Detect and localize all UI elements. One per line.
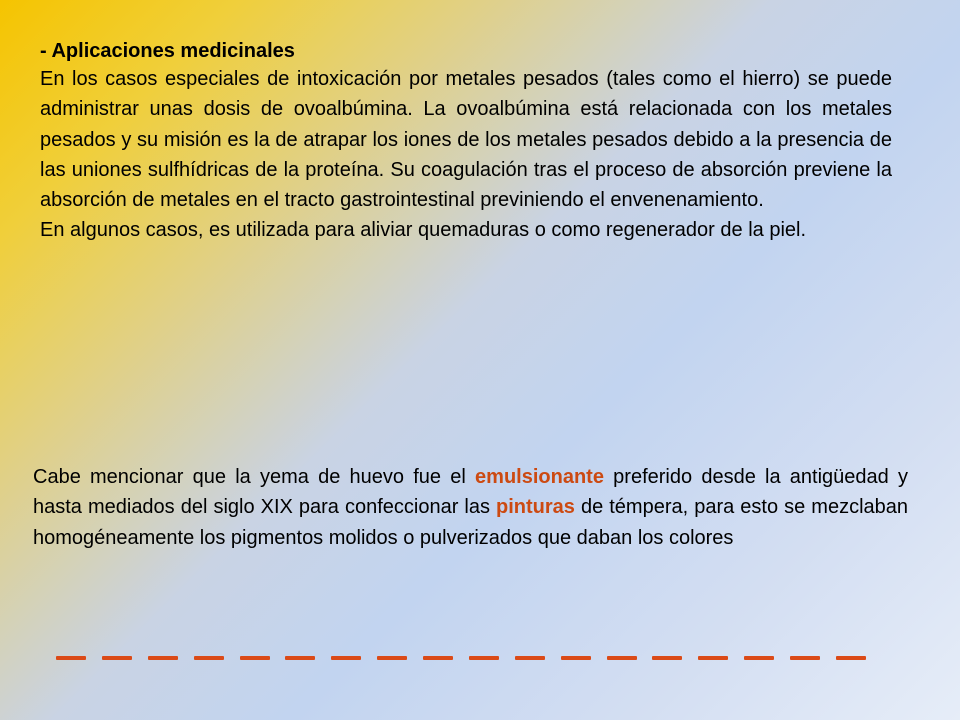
divider-dash xyxy=(331,656,361,660)
emulsionante-highlight: emulsionante xyxy=(475,466,604,488)
divider-dash xyxy=(240,656,270,660)
egg-yolk-note-text xyxy=(33,462,908,553)
medicinal-paragraph-2: En algunos casos, es utilizada para aliviar quemaduras o como regenerador de la piel. xyxy=(40,219,807,242)
divider-dash xyxy=(561,656,591,660)
note-text-start: Cabe mencionar que la yema de huevo fue el xyxy=(33,466,476,488)
medicinal-paragraph-1: En los casos especiales de intoxicación por metales pesados (tales como el hierro) se puede administrar unas dosis de ovoalbúmina. La ovoalbúmina está relacionada con los metales pesados y su misión es la de atrapar los iones de los metales pesados debido a la presencia de las uniones sulfhídricas de la proteína. Su coagulación tras el proceso de absorción previene la absorción de metales en el tracto gastrointestinal previniendo el envenenamiento. xyxy=(40,68,892,212)
egg-yolk-note xyxy=(33,462,908,553)
divider-dash xyxy=(423,656,453,660)
section-heading: - Aplicaciones medicinales xyxy=(40,40,295,62)
pinturas-highlight: pinturas xyxy=(496,496,575,519)
divider-dash xyxy=(56,656,86,660)
divider-dash xyxy=(515,656,545,660)
divider-dash xyxy=(607,656,637,660)
divider-dash xyxy=(790,656,820,660)
divider-dash xyxy=(698,656,728,660)
divider-dash xyxy=(836,656,866,660)
divider-dash xyxy=(744,656,774,660)
divider-dash xyxy=(652,656,682,660)
note-text-end: de témpera, para esto se mezclaban homogéneamente los pigmentos molidos o pulverizados que daban los colores xyxy=(33,496,909,549)
divider-dash xyxy=(194,656,224,660)
divider-dash xyxy=(102,656,132,660)
medicinal-applications-section xyxy=(40,38,892,246)
divider-dash xyxy=(469,656,499,660)
dashed-divider xyxy=(56,654,866,662)
note-text-middle: preferido desde la antigüedad y hasta mediados del siglo XIX para confeccionar las xyxy=(33,466,909,519)
divider-dash xyxy=(285,656,315,660)
divider-dash xyxy=(148,656,178,660)
divider-dash xyxy=(377,656,407,660)
